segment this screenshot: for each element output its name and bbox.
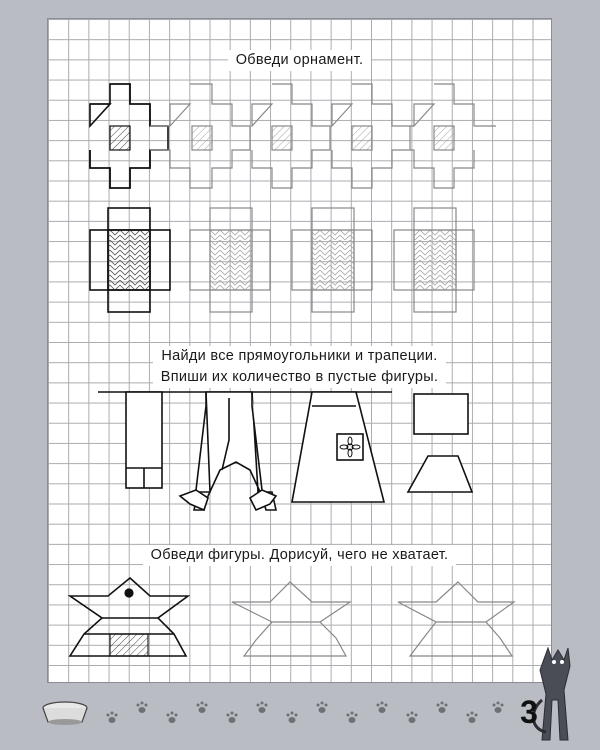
ornament-row-squares bbox=[90, 208, 474, 312]
page-number: 3 bbox=[520, 694, 538, 730]
ornament-row-crosses bbox=[90, 84, 496, 188]
trapezoid-answer-box bbox=[408, 456, 472, 492]
count-shapes-instruction: Найди все прямоугольники и трапеции. Впиши их количество в пустые фигуры. bbox=[48, 346, 551, 388]
trace-figures-instruction: Обведи фигуры. Дорисуй, чего не хватает. bbox=[48, 545, 551, 566]
footer-decoration bbox=[43, 648, 570, 740]
clothesline-figures bbox=[98, 392, 472, 510]
trace-figures bbox=[70, 578, 514, 656]
pet-bowl-icon bbox=[43, 702, 87, 725]
paw-prints-icon bbox=[107, 702, 504, 724]
rectangle-answer-box bbox=[414, 394, 468, 434]
ornament-square-dark bbox=[90, 208, 170, 312]
ornament-instruction: Обведи орнамент. bbox=[48, 50, 551, 71]
trace-figure-dark bbox=[70, 578, 188, 656]
trousers-figure bbox=[180, 392, 276, 510]
dress-figure bbox=[292, 392, 384, 502]
